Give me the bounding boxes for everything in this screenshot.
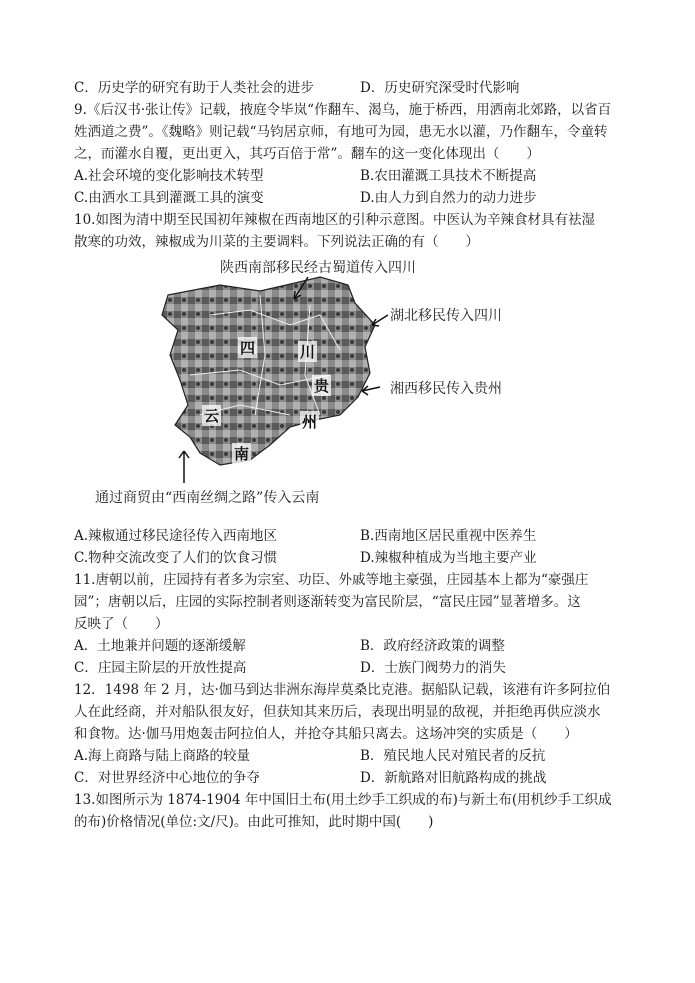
province-char-yun: 云 [204, 407, 220, 425]
province-char-si: 四 [240, 339, 256, 357]
q8-option-d: D．历史研究深受时代影响 [360, 80, 520, 96]
label-hubei-route: 湖北移民传入四川 [390, 308, 502, 324]
q9-option-a: A.社会环境的变化影响技术转型 [74, 168, 264, 184]
q9-stem-line-3: 之，而灌水自覆，更出更入，其巧百倍于常”。翻车的这一变化体现出（ ） [74, 146, 540, 162]
q12-option-d: D．新航路对旧航路构成的挑战 [360, 770, 547, 786]
q9-option-d: D.由人力到自然力的动力进步 [360, 190, 537, 206]
q10-stem-line-1: 10.如图为清中期至民国初年辣椒在西南地区的引种示意图。中医认为辛辣食材具有祛湿 [74, 212, 595, 228]
q11-option-c: C．庄园主阶层的开放性提高 [74, 660, 247, 676]
q10-option-a: A.辣椒通过移民途径传入西南地区 [74, 528, 278, 544]
southwest-china-map-figure [90, 255, 550, 505]
q10-option-b: B.西南地区居民重视中医养生 [360, 528, 537, 544]
province-char-zhou: 州 [302, 413, 318, 431]
q11-option-a: A．土地兼并问题的逐渐缓解 [74, 638, 246, 654]
q10-option-d: D.辣椒种植成为当地主要产业 [360, 550, 537, 566]
q9-option-c: C.由洒水工具到灌溉工具的演变 [74, 190, 264, 206]
q12-option-c: C．对世界经济中心地位的争夺 [74, 770, 260, 786]
q11-stem-line-3: 反映了（ ） [74, 616, 169, 632]
southwest-region-shape [162, 277, 375, 465]
arrow-hubei [372, 315, 388, 325]
q8-option-c: C．历史学的研究有助于人类社会的进步 [74, 80, 314, 96]
province-char-gui: 贵 [314, 377, 330, 395]
province-char-nan: 南 [234, 445, 250, 463]
q11-option-d: D．士族门阀势力的消失 [360, 660, 506, 676]
q12-stem-line-2: 人在此经商，并对船队很友好，但获知其来历后，表现出明显的敌视，并拒绝再供应淡水 [74, 704, 601, 720]
label-yunnan-route: 通过商贸由“西南丝绸之路”传入云南 [95, 490, 320, 506]
q11-stem-line-2: 园”；唐朝以后，庄园的实际控制者则逐渐转变为富民阶层，“富民庄园”显著增多。这 [74, 594, 581, 610]
q13-stem-line-2: 的布)价格情况(单位:文/尺)。由此可推知，此时期中国( ) [74, 814, 434, 830]
q12-option-a: A.海上商路与陆上商路的较量 [74, 748, 251, 764]
q12-option-b: B．殖民地人民对殖民者的反抗 [360, 748, 546, 764]
province-char-chuan: 川 [300, 343, 316, 361]
q9-stem-line-2: 姓洒道之费”。《魏略》则记载“马钧居京师，有地可为园，患无水以灌，乃作翻车，令童转 [74, 124, 608, 140]
label-shaanxi-route: 陕西南部移民经古蜀道传入四川 [220, 260, 416, 276]
q11-stem-line-1: 11.唐朝以前，庄园持有者多为宗室、功臣、外戚等地主豪强，庄园基本上都为“豪强庄 [74, 572, 589, 588]
q9-stem-line-1: 9.《后汉书·张让传》记载，掖庭令毕岚“作翻车、渴乌，施于桥西，用洒南北郊路，以省百 [74, 102, 612, 118]
q11-option-b: B．政府经济政策的调整 [360, 638, 505, 654]
q12-stem-line-3: 和食物。达·伽马用炮轰击阿拉伯人，并抢夺其船只离去。这场冲突的实质是（ ） [74, 726, 578, 742]
q13-stem-line-1: 13.如图所示为 1874-1904 年中国旧土布(用土纱手工织成的布)与新土布(用机纱手工织成 [74, 792, 612, 808]
q10-stem-line-2: 散寒的功效，辣椒成为川菜的主要调料。下列说法正确的有（ ） [74, 234, 479, 250]
q10-option-c: C.物种交流改变了人们的饮食习惯 [74, 550, 278, 566]
q12-stem-line-1: 12．1498 年 2 月，达·伽马到达非洲东海岸莫桑比克港。据船队记载，该港有许多阿拉伯 [74, 682, 611, 698]
label-xiangxi-route: 湘西移民传入贵州 [390, 381, 502, 397]
q9-option-b: B.农田灌溉工具技术不断提高 [360, 168, 537, 184]
